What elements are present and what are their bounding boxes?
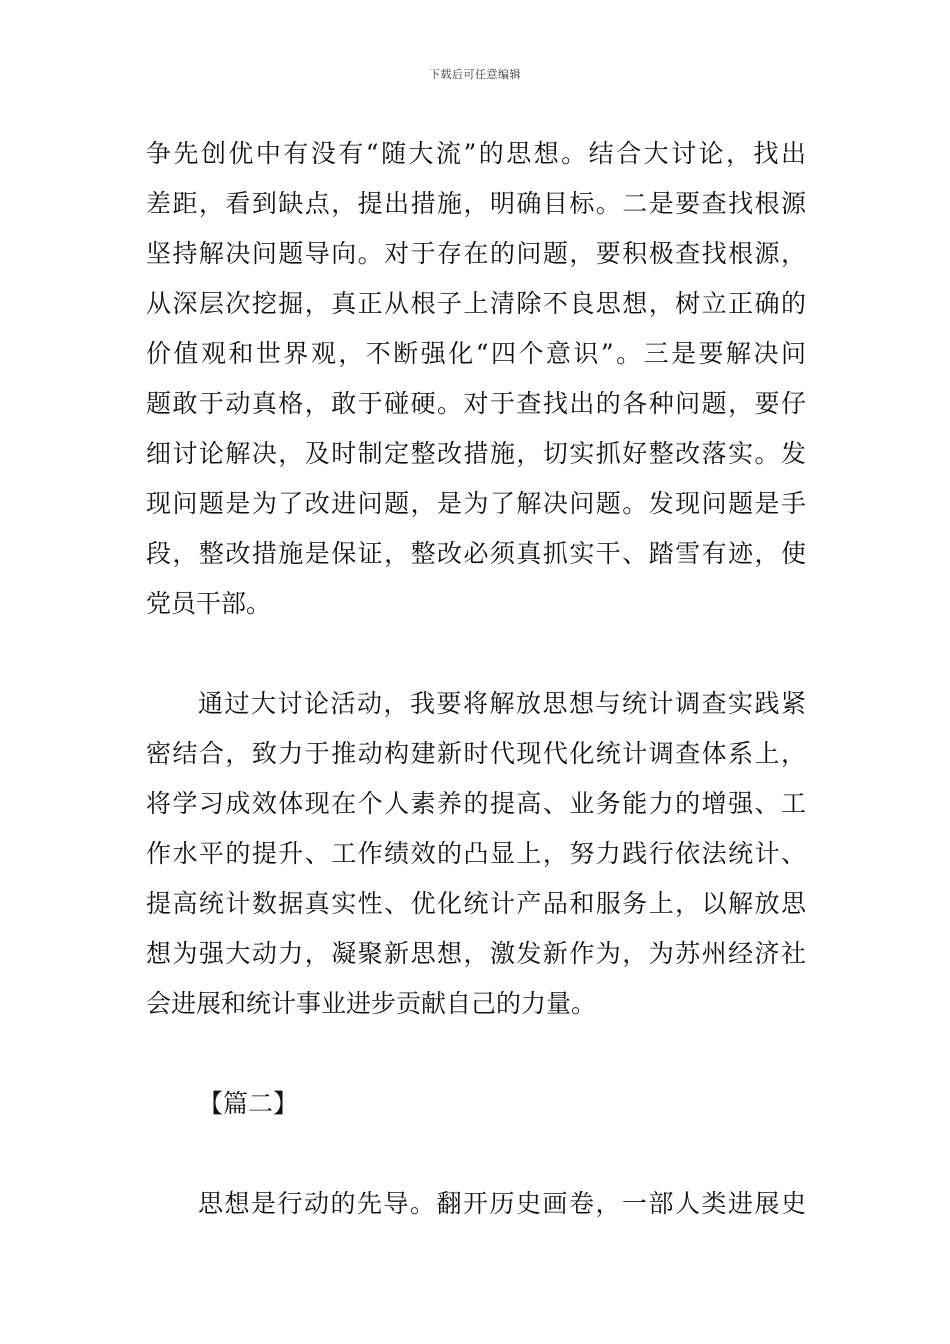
paragraph-line: 坚持解决问题导向。对于存在的问题，要积极查找根源，: [146, 239, 806, 268]
paragraph-line: 争先创优中有没有“随大流”的思想。结合大讨论，找出: [146, 139, 806, 168]
paragraph-line: 会进展和统计事业进步贡献自己的力量。: [146, 989, 597, 1018]
paragraph-line: 想为强大动力，凝聚新思想，激发新作为，为苏州经济社: [146, 939, 806, 968]
document-body: [146, 129, 806, 1229]
paragraph-gap: [146, 1029, 806, 1079]
paragraph-line: 作水平的提升、工作绩效的凸显上，努力践行依法统计、: [146, 839, 806, 868]
paragraph-line: 将学习成效体现在个人素养的提高、业务能力的增强、工: [146, 789, 806, 818]
paragraph-line: 从深层次挖掘，真正从根子上清除不良思想，树立正确的: [146, 289, 806, 318]
section-heading: 【篇二】: [198, 1089, 299, 1118]
page-header: 下载后可任意编辑: [429, 68, 521, 81]
paragraph-line: 段，整改措施是保证，整改必须真抓实干、踏雪有迹，使: [146, 539, 806, 568]
paragraph-line: 党员干部。: [146, 589, 272, 618]
paragraph-line: 细讨论解决，及时制定整改措施，切实抓好整改落实。发: [146, 439, 806, 468]
paragraph-gap: [146, 1129, 806, 1179]
paragraph-line: 提高统计数据真实性、优化统计产品和服务上，以解放思: [146, 889, 806, 918]
paragraph-gap: [146, 629, 806, 679]
paragraph-line: 现问题是为了改进问题，是为了解决问题。发现问题是手: [146, 489, 806, 518]
paragraph-line: 思想是行动的先导。翻开历史画卷，一部人类进展史: [198, 1189, 806, 1218]
paragraph-line: 差距，看到缺点，提出措施，明确目标。二是要查找根源: [146, 189, 806, 218]
paragraph-line: 通过大讨论活动，我要将解放思想与统计调查实践紧: [198, 689, 806, 718]
paragraph-2: [146, 679, 806, 1029]
paragraph-line: 题敢于动真格，敢于碰硬。对于查找出的各种问题，要仔: [146, 389, 806, 418]
paragraph-3: [146, 1179, 806, 1229]
paragraph-line: 密结合，致力于推动构建新时代现代化统计调查体系上，: [146, 739, 806, 768]
paragraph-line: 价值观和世界观，不断强化“四个意识”。三是要解决问: [146, 339, 806, 368]
paragraph-1: [146, 129, 806, 629]
